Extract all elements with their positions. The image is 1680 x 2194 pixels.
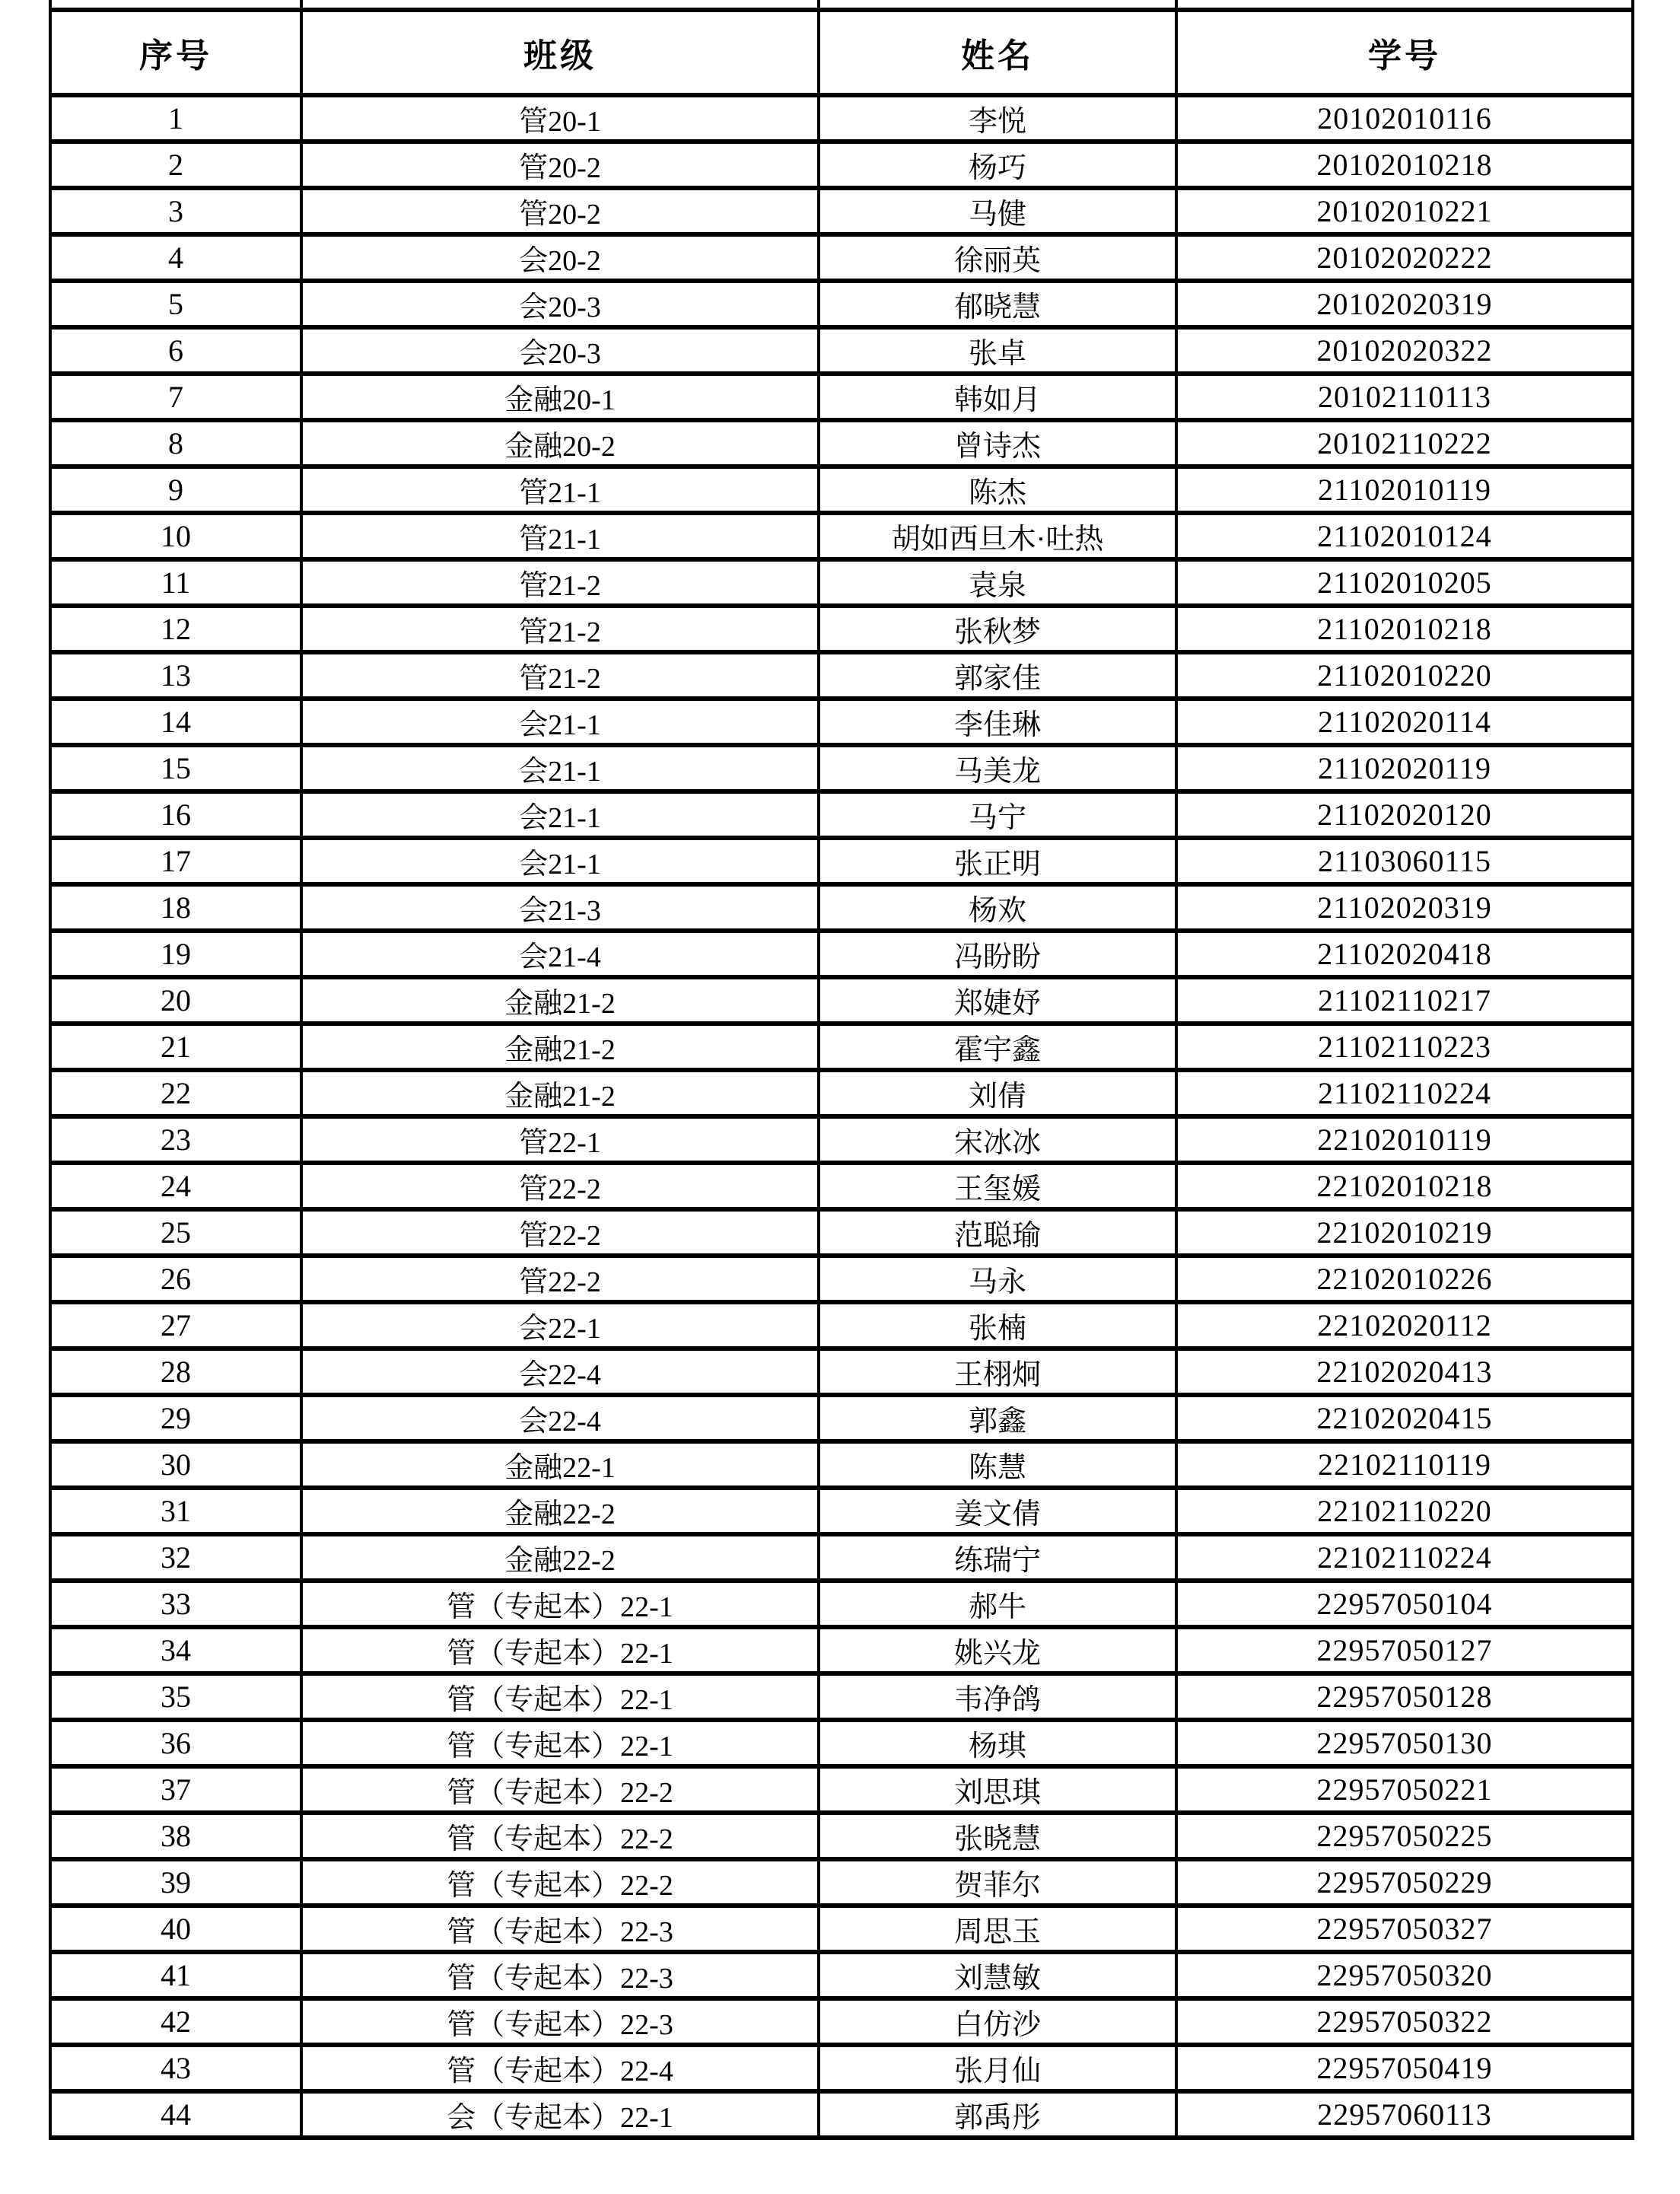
table-cell-class: 管（专起本）22-2 [301,1766,819,1813]
table-cell-index: 24 [50,1163,301,1209]
table-row [50,1673,1633,1720]
table-cell-index: 13 [50,652,301,699]
table-cell-index: 18 [50,884,301,931]
table-head [50,0,1633,95]
table-cell-index: 7 [50,374,301,420]
column-header-name: 姓名 [819,10,1176,95]
table-cell-class: 管（专起本）22-3 [301,1998,819,2045]
table-cell-class: 管22-2 [301,1256,819,1302]
table-cell-class: 管（专起本）22-3 [301,1906,819,1952]
table-cell-student-id: 22957050221 [1176,1766,1633,1813]
table-cell-student-id: 21102020319 [1176,884,1633,931]
table-cell-name: 陈杰 [819,467,1176,513]
table-cell-index: 39 [50,1859,301,1906]
table-cell-name: 范聪瑜 [819,1209,1176,1256]
table-row [50,467,1633,513]
table-cell-class: 会20-2 [301,234,819,281]
table-row [50,1488,1633,1534]
table-cell-name: 郭家佳 [819,652,1176,699]
table-row [50,884,1633,931]
table-cell-student-id: 22102010219 [1176,1209,1633,1256]
table-cell-name: 周思玉 [819,1906,1176,1952]
table-cell-name: 姜文倩 [819,1488,1176,1534]
table-cell-class: 管20-2 [301,188,819,234]
column-header-index: 序号 [50,10,301,95]
table-cell-index: 28 [50,1349,301,1395]
table-cell-student-id: 22102020112 [1176,1302,1633,1349]
table-cell-name: 张正明 [819,838,1176,884]
table-cell-student-id: 22957060113 [1176,2091,1633,2138]
table-cell-student-id: 20102020319 [1176,281,1633,327]
table-cell-index: 8 [50,420,301,467]
table-cell-index: 33 [50,1581,301,1627]
table-cell-index: 1 [50,95,301,142]
table-cell-student-id: 21102020114 [1176,699,1633,745]
table-row [50,606,1633,652]
table-row [50,1859,1633,1906]
table-cell-class: 管（专起本）22-2 [301,1813,819,1859]
table-cell-class: 管（专起本）22-1 [301,1673,819,1720]
table-row [50,188,1633,234]
cropped-cell [301,0,819,10]
table-row [50,1906,1633,1952]
table-cell-student-id: 21102020119 [1176,745,1633,791]
table-row [50,1395,1633,1441]
table-cell-index: 42 [50,1998,301,2045]
column-header-student-id: 学号 [1176,10,1633,95]
table-cell-index: 16 [50,791,301,838]
table-cell-class: 管21-2 [301,652,819,699]
table-cell-class: 金融21-2 [301,977,819,1024]
table-cell-name: 刘慧敏 [819,1952,1176,1998]
table-cell-student-id: 20102010116 [1176,95,1633,142]
table-cell-index: 29 [50,1395,301,1441]
table-row [50,1766,1633,1813]
table-cell-name: 姚兴龙 [819,1627,1176,1673]
table-cell-student-id: 22957050104 [1176,1581,1633,1627]
table-cell-index: 20 [50,977,301,1024]
table-cell-index: 4 [50,234,301,281]
table-cell-student-id: 22957050127 [1176,1627,1633,1673]
table-cell-student-id: 22957050128 [1176,1673,1633,1720]
table-cell-index: 31 [50,1488,301,1534]
table-row [50,1998,1633,2045]
table-cell-student-id: 22102110220 [1176,1488,1633,1534]
table-cell-name: 李悦 [819,95,1176,142]
table-cell-class: 金融22-2 [301,1488,819,1534]
table-cell-student-id: 22102020413 [1176,1349,1633,1395]
table-cell-index: 23 [50,1116,301,1163]
table-cell-class: 管22-1 [301,1116,819,1163]
table-row [50,1534,1633,1581]
table-cell-class: 管（专起本）22-1 [301,1627,819,1673]
table-cell-name: 郭禹彤 [819,2091,1176,2138]
table-cell-name: 冯盼盼 [819,931,1176,977]
table-cell-index: 11 [50,559,301,606]
table-cell-name: 白仿沙 [819,1998,1176,2045]
table-cell-index: 25 [50,1209,301,1256]
table-cell-name: 郁晓慧 [819,281,1176,327]
table-cell-student-id: 22957050229 [1176,1859,1633,1906]
table-cell-class: 金融20-1 [301,374,819,420]
table-cell-student-id: 21102020120 [1176,791,1633,838]
table-cell-index: 40 [50,1906,301,1952]
table-cell-name: 刘思琪 [819,1766,1176,1813]
cropped-cell [819,0,1176,10]
table-cell-index: 12 [50,606,301,652]
table-cell-class: 管（专起本）22-4 [301,2045,819,2091]
table-row [50,745,1633,791]
cropped-cell [50,0,301,10]
table-cell-name: 郑婕妤 [819,977,1176,1024]
table-cell-class: 管（专起本）22-1 [301,1581,819,1627]
table-row [50,142,1633,188]
cropped-row-top [50,0,1633,10]
table-cell-index: 19 [50,931,301,977]
table-cell-index: 17 [50,838,301,884]
table-cell-name: 王玺媛 [819,1163,1176,1209]
table-cell-index: 27 [50,1302,301,1349]
table-row [50,652,1633,699]
table-cell-student-id: 21102110217 [1176,977,1633,1024]
table-row [50,281,1633,327]
table-row [50,513,1633,559]
table-cell-student-id: 21102110224 [1176,1070,1633,1116]
table-row [50,1349,1633,1395]
table-cell-student-id: 20102110113 [1176,374,1633,420]
table-cell-class: 会22-4 [301,1349,819,1395]
table-cell-name: 张月仙 [819,2045,1176,2091]
table-cell-index: 30 [50,1441,301,1488]
table-cell-student-id: 22102020415 [1176,1395,1633,1441]
cropped-cell [1176,0,1633,10]
table-cell-name: 刘倩 [819,1070,1176,1116]
table-cell-name: 练瑞宁 [819,1534,1176,1581]
table-cell-index: 10 [50,513,301,559]
table-cell-name: 张晓慧 [819,1813,1176,1859]
table-cell-class: 会21-1 [301,699,819,745]
table-cell-index: 44 [50,2091,301,2138]
table-row [50,559,1633,606]
table-row [50,838,1633,884]
table-cell-student-id: 21102010220 [1176,652,1633,699]
table-cell-index: 36 [50,1720,301,1766]
table-body [50,95,1633,2138]
table-cell-name: 张楠 [819,1302,1176,1349]
table-cell-student-id: 22102110224 [1176,1534,1633,1581]
table-row [50,1256,1633,1302]
table-cell-index: 41 [50,1952,301,1998]
table-cell-class: 金融20-2 [301,420,819,467]
table-row [50,1952,1633,1998]
table-cell-name: 张秋梦 [819,606,1176,652]
table-row [50,1720,1633,1766]
table-cell-index: 14 [50,699,301,745]
table-cell-class: 管20-1 [301,95,819,142]
table-cell-index: 21 [50,1024,301,1070]
table-row [50,1441,1633,1488]
table-cell-class: 管（专起本）22-3 [301,1952,819,1998]
table-row [50,1302,1633,1349]
table-cell-student-id: 20102020322 [1176,327,1633,374]
table-cell-student-id: 21102010218 [1176,606,1633,652]
table-cell-name: 胡如西旦木·吐热 [819,513,1176,559]
table-cell-index: 2 [50,142,301,188]
table-cell-class: 管20-2 [301,142,819,188]
table-cell-name: 袁泉 [819,559,1176,606]
table-row [50,1581,1633,1627]
table-cell-student-id: 21103060115 [1176,838,1633,884]
column-header-class: 班级 [301,10,819,95]
table-row [50,1024,1633,1070]
table-cell-class: 会22-4 [301,1395,819,1441]
table-cell-name: 马美龙 [819,745,1176,791]
table-row [50,374,1633,420]
table-cell-student-id: 21102010119 [1176,467,1633,513]
table-cell-name: 贺菲尔 [819,1859,1176,1906]
table-cell-class: 金融21-2 [301,1070,819,1116]
table-cell-student-id: 22957050419 [1176,2045,1633,2091]
table-row [50,1813,1633,1859]
table-cell-name: 王栩炯 [819,1349,1176,1395]
table-cell-student-id: 22102110119 [1176,1441,1633,1488]
table-cell-name: 陈慧 [819,1441,1176,1488]
table-cell-student-id: 22957050320 [1176,1952,1633,1998]
table-cell-class: 会（专起本）22-1 [301,2091,819,2138]
table-cell-class: 会21-3 [301,884,819,931]
table-cell-class: 管22-2 [301,1163,819,1209]
table-cell-class: 管21-2 [301,559,819,606]
table-cell-name: 宋冰冰 [819,1116,1176,1163]
table-cell-index: 34 [50,1627,301,1673]
table-cell-name: 韩如月 [819,374,1176,420]
table-cell-student-id: 20102010221 [1176,188,1633,234]
student-roster-table [49,0,1634,2140]
table-row [50,327,1633,374]
table-cell-name: 马宁 [819,791,1176,838]
table-cell-index: 3 [50,188,301,234]
table-cell-name: 徐丽英 [819,234,1176,281]
table-row [50,791,1633,838]
table-row [50,95,1633,142]
table-cell-class: 管21-1 [301,513,819,559]
table-cell-student-id: 21102010205 [1176,559,1633,606]
table-cell-student-id: 20102020222 [1176,234,1633,281]
table-cell-class: 管（专起本）22-2 [301,1859,819,1906]
table-header-row [50,10,1633,95]
table-cell-student-id: 22957050327 [1176,1906,1633,1952]
table-cell-name: 杨欢 [819,884,1176,931]
table-cell-student-id: 22957050322 [1176,1998,1633,2045]
table-row [50,1070,1633,1116]
table-cell-name: 霍宇鑫 [819,1024,1176,1070]
table-cell-name: 杨琪 [819,1720,1176,1766]
table-cell-class: 管21-1 [301,467,819,513]
table-cell-name: 曾诗杰 [819,420,1176,467]
table-cell-class: 会20-3 [301,327,819,374]
table-row [50,2045,1633,2091]
table-row [50,1209,1633,1256]
table-cell-index: 43 [50,2045,301,2091]
table-cell-name: 张卓 [819,327,1176,374]
table-row [50,977,1633,1024]
table-cell-index: 5 [50,281,301,327]
table-cell-student-id: 22102010226 [1176,1256,1633,1302]
table-cell-index: 6 [50,327,301,374]
table-cell-name: 李佳琳 [819,699,1176,745]
table-cell-index: 37 [50,1766,301,1813]
table-cell-class: 会21-1 [301,838,819,884]
table-cell-student-id: 22957050130 [1176,1720,1633,1766]
table-row [50,234,1633,281]
table-cell-student-id: 22102010218 [1176,1163,1633,1209]
table-cell-student-id: 21102010124 [1176,513,1633,559]
table-cell-class: 金融22-2 [301,1534,819,1581]
table-cell-class: 会21-4 [301,931,819,977]
table-row [50,699,1633,745]
table-cell-class: 管（专起本）22-1 [301,1720,819,1766]
table-cell-name: 杨巧 [819,142,1176,188]
table-cell-name: 郝牛 [819,1581,1176,1627]
table-row [50,1116,1633,1163]
table-cell-class: 会21-1 [301,791,819,838]
table-cell-index: 26 [50,1256,301,1302]
table-cell-student-id: 22102010119 [1176,1116,1633,1163]
table-cell-index: 9 [50,467,301,513]
table-cell-name: 马健 [819,188,1176,234]
table-cell-name: 韦净鸽 [819,1673,1176,1720]
table-cell-class: 会21-1 [301,745,819,791]
table-cell-class: 会22-1 [301,1302,819,1349]
table-cell-class: 会20-3 [301,281,819,327]
table-cell-student-id: 20102110222 [1176,420,1633,467]
table-cell-index: 22 [50,1070,301,1116]
table-cell-index: 15 [50,745,301,791]
table-cell-index: 35 [50,1673,301,1720]
table-cell-student-id: 21102110223 [1176,1024,1633,1070]
table-cell-index: 38 [50,1813,301,1859]
table-row [50,931,1633,977]
table-cell-class: 金融21-2 [301,1024,819,1070]
table-cell-class: 管22-2 [301,1209,819,1256]
table-cell-student-id: 21102020418 [1176,931,1633,977]
table-cell-index: 32 [50,1534,301,1581]
table-cell-class: 管21-2 [301,606,819,652]
table-cell-name: 马永 [819,1256,1176,1302]
table-cell-student-id: 20102010218 [1176,142,1633,188]
table-row [50,1163,1633,1209]
table-cell-class: 金融22-1 [301,1441,819,1488]
table-cell-name: 郭鑫 [819,1395,1176,1441]
table-row [50,1627,1633,1673]
table-row [50,420,1633,467]
table-cell-student-id: 22957050225 [1176,1813,1633,1859]
table-row [50,2091,1633,2138]
